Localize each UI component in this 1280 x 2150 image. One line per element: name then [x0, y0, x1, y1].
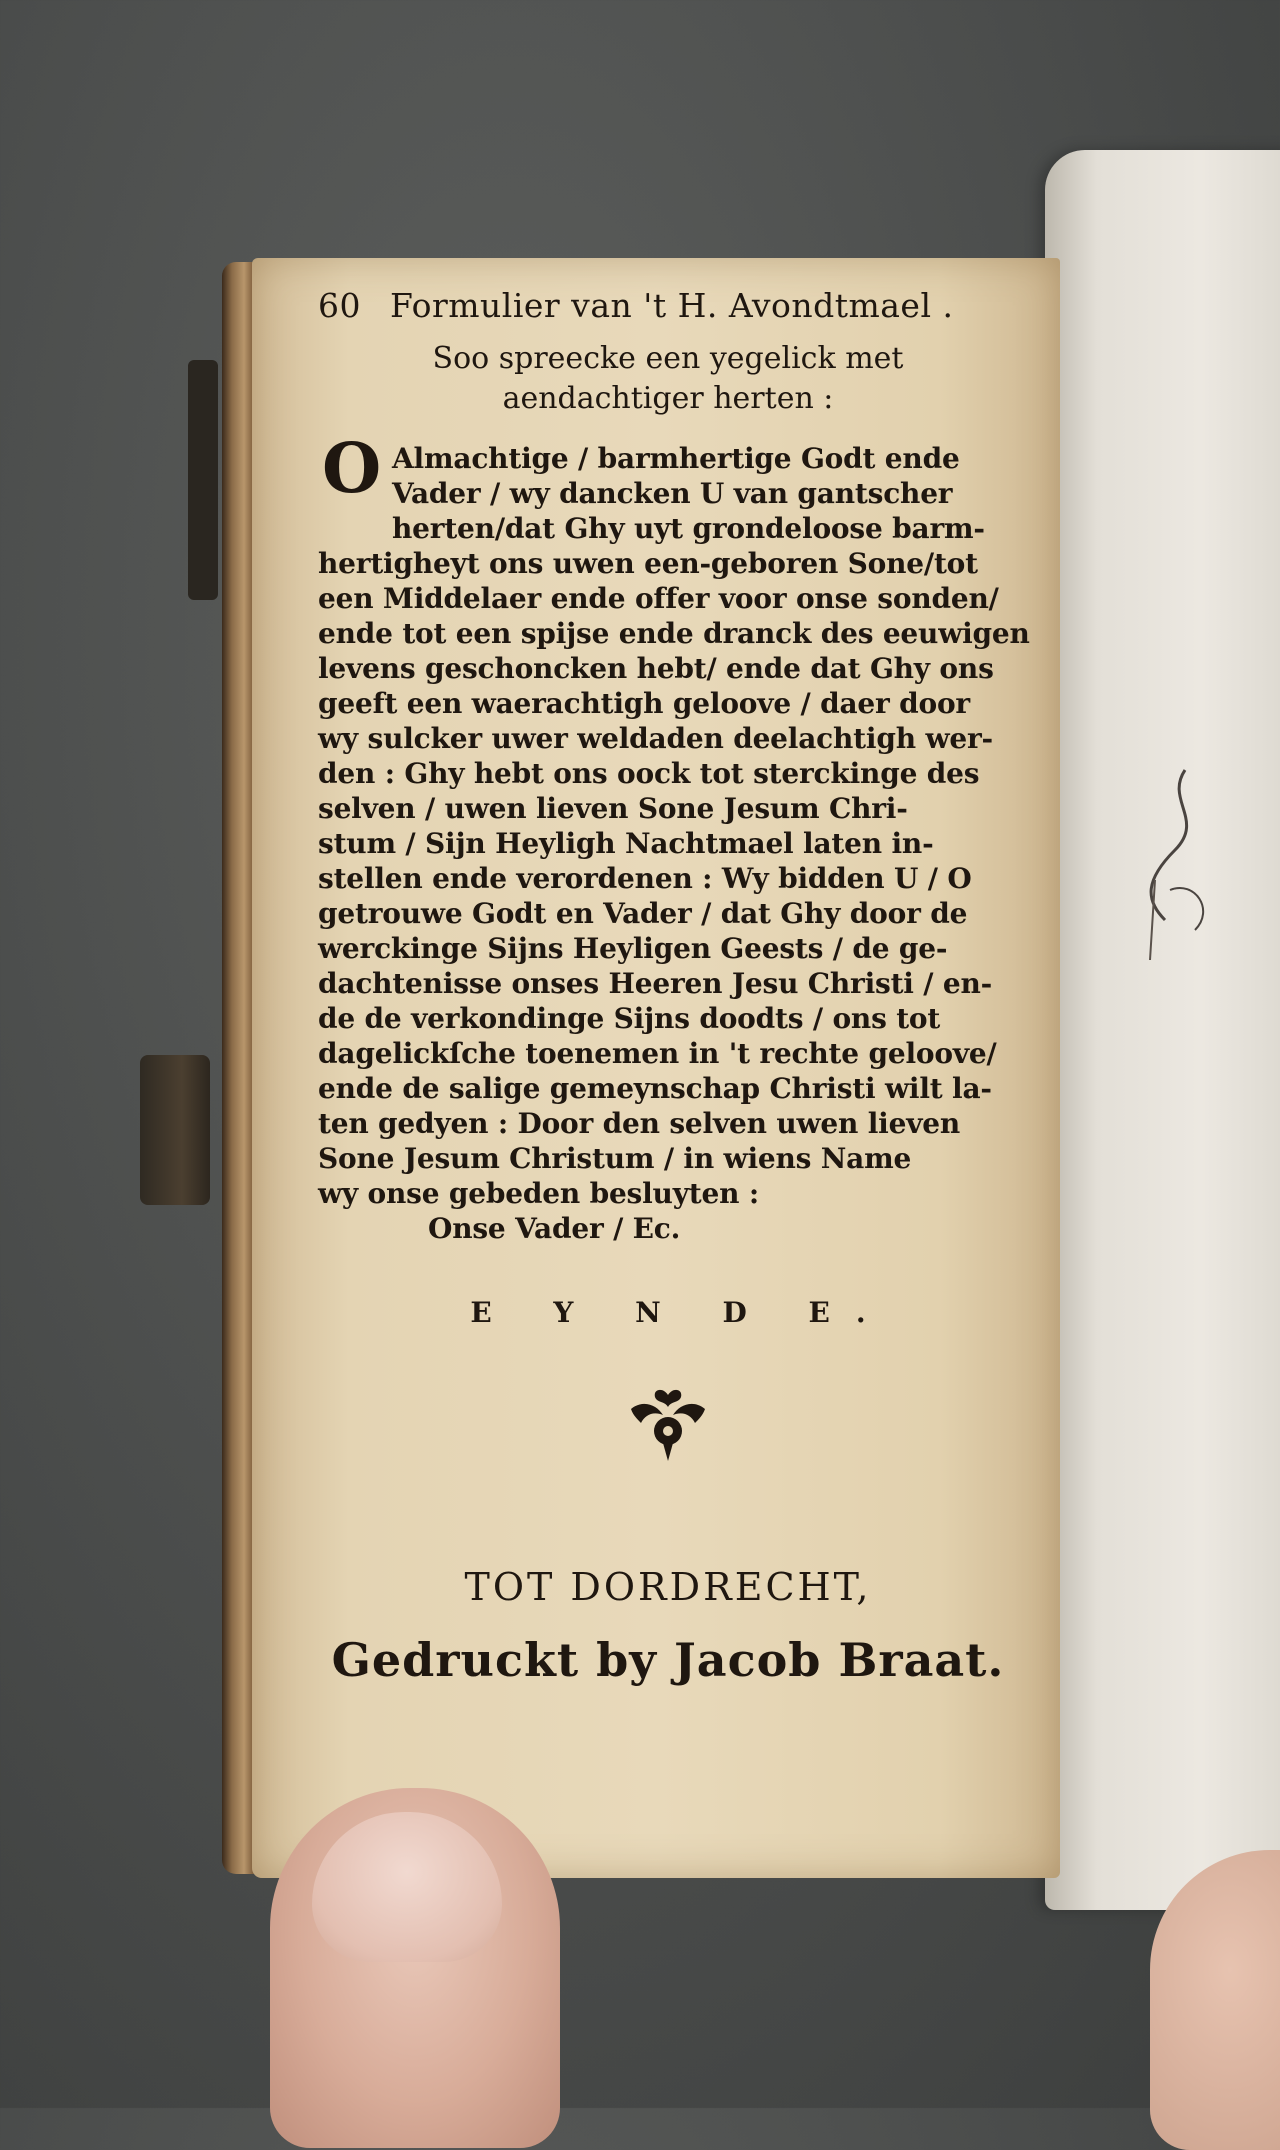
fleuron-ornament	[623, 1385, 713, 1465]
ink-scribble	[1125, 760, 1245, 990]
prayer-line: wy onse gebeden besluyten :	[318, 1177, 759, 1210]
prayer-text	[318, 429, 1030, 1246]
prayer-line: herten/dat Ghy uyt grondeloose barm-	[392, 512, 985, 545]
prayer-line: geeft een waerachtigh geloove / daer door	[318, 687, 970, 720]
prayer-line: Almachtige / barmhertige Godt ende	[392, 442, 960, 475]
intro-rubric	[318, 339, 1018, 419]
prayer-line: stum / Sijn Heyligh Nachtmael laten in-	[318, 827, 934, 860]
prayer-line: levens geschoncken hebt/ ende dat Ghy ons	[318, 652, 994, 685]
prayer-line: werckinge Sijns Heyligen Geests / de ge-	[318, 932, 948, 965]
prayer-line: Sone Jesum Christum / in wiens Name	[318, 1142, 912, 1175]
prayer-line: hertigheyt ons uwen een-geboren Sone/tot	[318, 547, 978, 580]
finis-text: E Y N D E.	[470, 1296, 892, 1329]
prayer-line: dachtenisse onses Heeren Jesu Christi / en-	[318, 967, 993, 1000]
prayer-line: een Middelaer ende offer voor onse sonden/	[318, 582, 999, 615]
drop-initial: O	[322, 429, 382, 509]
intro-line: aendachtiger herten :	[502, 381, 834, 416]
prayer-line: dagelickſche toenemen in 't rechte geloove/	[318, 1037, 997, 1070]
intro-line: Soo spreecke een yegelick met	[432, 341, 904, 376]
prayer-line: ende de salige gemeynschap Christi wilt la-	[318, 1072, 992, 1105]
imprint-printer: Gedruckt by Jacob Braat.	[331, 1633, 1005, 1687]
prayer-line: ende tot een spijse ende dranck des eeuwigen	[318, 617, 1030, 650]
page-number: 60	[318, 286, 361, 325]
page-text	[318, 286, 1030, 1687]
prayer-line: wy sulcker uwer weldaden deelachtigh wer-	[318, 722, 993, 755]
prayer-line: Vader / wy dancken U van gantscher	[392, 477, 953, 510]
book-clasp-upper	[188, 360, 218, 600]
prayer-line: ten gedyen : Door den selven uwen lieven	[318, 1107, 961, 1140]
prayer-line: Onse Vader / Ec.	[428, 1212, 681, 1245]
prayer-line: den : Ghy hebt ons oock tot sterckinge des	[318, 757, 980, 790]
book-clasp-lower	[140, 1055, 210, 1205]
right-page	[1045, 150, 1280, 1910]
imprint-city: TOT DORDRECHT,	[464, 1565, 872, 1609]
prayer-line: getrouwe Godt en Vader / dat Ghy door de	[318, 897, 968, 930]
page-header	[318, 286, 1018, 325]
running-title: Formulier van 't H. Avondtmael .	[390, 286, 954, 325]
prayer-line: selven / uwen lieven Sone Jesum Chri-	[318, 792, 908, 825]
prayer-line: de de verkondinge Sijns doodts / ons tot	[318, 1002, 941, 1035]
prayer-line: stellen ende verordenen : Wy bidden U / O	[318, 862, 972, 895]
